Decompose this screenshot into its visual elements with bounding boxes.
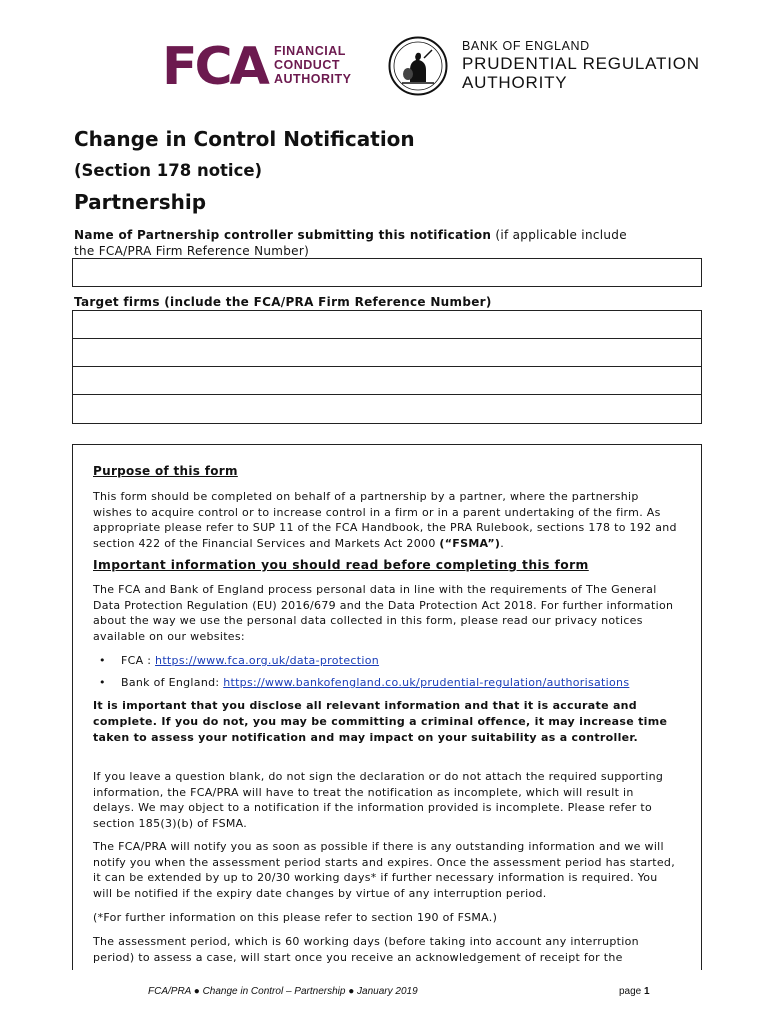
warning-text: It is important that you disclose all relevant information and that it is accurate and complete. If you do not, you may be committing a criminal offence, it may increase time taken to assess your notification and may impact on your suitability as a controller.	[93, 699, 668, 744]
important-heading: Important information you should read before completing this form	[93, 558, 589, 572]
fca-logo-mark: FCA	[162, 37, 267, 97]
bullet-icon: •	[99, 676, 106, 689]
footnote-text: (*For further information on this please refer to section 190 of FSMA.)	[93, 911, 498, 924]
controller-label: Name of Partnership controller submitting this notification (if applicable include the FCA/PRA Firm Reference Number)	[74, 228, 627, 258]
fca-logo	[162, 37, 362, 97]
purpose-heading: Purpose of this form	[93, 464, 238, 478]
bullet-icon: •	[99, 654, 106, 667]
boe-pra-logo	[388, 36, 708, 96]
information-box	[72, 444, 702, 970]
fca-logo-text: FINANCIAL CONDUCT AUTHORITY	[274, 44, 352, 86]
target-firm-field-1[interactable]	[72, 310, 702, 339]
target-firm-field-3[interactable]	[72, 366, 702, 395]
controller-name-field[interactable]	[72, 258, 702, 287]
important-text: The FCA and Bank of England process personal data in line with the requirements of The General Data Protection Regulation (EU) 2016/679 and the Data Protection Act 2018. For further information about the way we use the personal data collected in this form, please read our privacy notices available on our websites:	[93, 583, 674, 643]
purpose-text: This form should be completed on behalf of a partnership by a partner, where the partnership wishes to acquire control or to increase control in a firm or in a parent undertaking of the firm. As appropriate please refer to SUP 11 of the FCA Handbook, the PRA Rulebook, sections 178 to 192 and section 422 of the Financial Services and Markets Act 2000 (“FSMA”).	[93, 490, 677, 550]
target-firms-label: Target firms (include the FCA/PRA Firm Reference Number)	[74, 295, 492, 309]
blank-question-text: If you leave a question blank, do not sign the declaration or do not attach the required supporting information, the FCA/PRA will have to treat the notification as incomplete, which will result in delays. We may object to a notification if the information provided is incomplete. Please refer to section 185(3)(b) of FSMA.	[93, 770, 664, 830]
boe-privacy-link[interactable]: https://www.bankofengland.co.uk/prudential-regulation/authorisations	[223, 676, 630, 689]
assessment-period-text: The assessment period, which is 60 working days (before taking into account any interruption period) to assess a case, will start once you receive an acknowledgement of receipt for the	[93, 935, 639, 964]
fca-privacy-item: FCA : https://www.fca.org.uk/data-protection	[121, 654, 380, 667]
boe-pra-text: BANK OF ENGLAND PRUDENTIAL REGULATION AUTHORITY	[462, 39, 700, 92]
section-heading: Partnership	[74, 190, 207, 214]
fca-privacy-link[interactable]: https://www.fca.org.uk/data-protection	[155, 654, 380, 667]
page-title: Change in Control Notification	[74, 127, 415, 151]
page-number: page 1	[619, 986, 650, 997]
boe-privacy-item: Bank of England: https://www.bankofengland.co.uk/prudential-regulation/authorisations	[121, 676, 630, 689]
target-firm-field-4[interactable]	[72, 394, 702, 424]
footer-text: FCA/PRA ● Change in Control – Partnership ● January 2019	[148, 986, 418, 997]
page-subtitle: (Section 178 notice)	[74, 161, 263, 180]
britannia-seal-icon	[388, 36, 448, 96]
notify-text: The FCA/PRA will notify you as soon as possible if there is any outstanding information and we will notify you when the assessment period starts and expires. Once the assessment period has started, it can be extended by up to 20/30 working days* if further necessary information is required. You will be notified if the expiry date changes by virtue of any interruption period.	[93, 840, 676, 900]
target-firm-field-2[interactable]	[72, 338, 702, 367]
